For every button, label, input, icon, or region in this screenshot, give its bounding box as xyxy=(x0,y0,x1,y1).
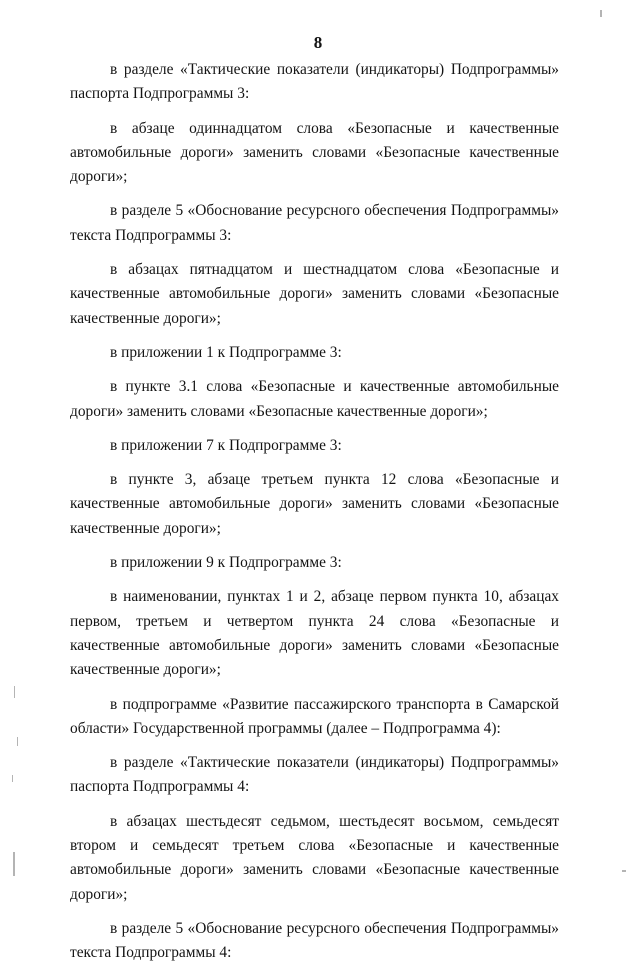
paragraph: в разделе 5 «Обоснование ресурсного обеспечения Подпрограммы» текста Подпрограммы 3: xyxy=(70,202,559,244)
scan-artifact xyxy=(12,775,13,782)
paragraph: в абзаце одиннадцатом слова «Безопасные и качественные автомобильные дороги» заменить словами «Безопасные качественные дороги»; xyxy=(70,119,559,186)
paragraph: в разделе «Тактические показатели (индикаторы) Подпрограммы» паспорта Подпрограммы 4: xyxy=(70,754,559,796)
paragraph: в приложении 1 к Подпрограмме 3: xyxy=(110,343,342,361)
scan-artifact xyxy=(14,686,15,698)
page-number: 8 xyxy=(313,33,323,52)
document-body xyxy=(70,58,559,976)
paragraph: в абзацах пятнадцатом и шестнадцатом слова «Безопасные и качественные автомобильные дороги» заменить словами «Безопасные качественные дороги»; xyxy=(70,261,559,327)
paragraph: в подпрограмме «Развитие пассажирского транспорта в Самарской области» Государственной программы (далее – Подпрограмма 4): xyxy=(70,695,559,737)
scan-artifact xyxy=(17,737,18,746)
paragraph: в разделе «Тактические показатели (индикаторы) Подпрограммы» паспорта Подпрограммы 3: xyxy=(70,61,559,103)
paragraph: в наименовании, пунктах 1 и 2, абзаце первом пункта 10, абзацах первом, третьем и четвертом пункта 24 слова «Безопасные и качественные автомобильные дороги» заменить словами «Безопасные качественные дороги»; xyxy=(70,588,559,679)
scan-artifact xyxy=(13,852,15,876)
scan-artifact xyxy=(622,870,626,872)
paragraph: в абзацах шестьдесят седьмом, шестьдесят восьмом, семьдесят втором и семьдесят третьем слова «Безопасные и качественные автомобильные дороги» заменить словами «Безопасные качественные дороги»; xyxy=(70,812,559,903)
paragraph: в приложении 9 к Подпрограмме 3: xyxy=(110,554,342,572)
paragraph: в приложении 7 к Подпрограмме 3: xyxy=(110,436,342,454)
paragraph: в пункте 3, абзаце третьем пункта 12 слова «Безопасные и качественные автомобильные дороги» заменить словами «Безопасные качественные дороги»; xyxy=(70,471,559,537)
paragraph: в разделе 5 «Обоснование ресурсного обеспечения Подпрограммы» текста Подпрограммы 4: xyxy=(70,919,559,962)
paragraph: в пункте 3.1 слова «Безопасные и качественные автомобильные дороги» заменить словами «Безопасные качественные дороги»; xyxy=(70,378,559,420)
scan-artifact xyxy=(600,10,602,17)
